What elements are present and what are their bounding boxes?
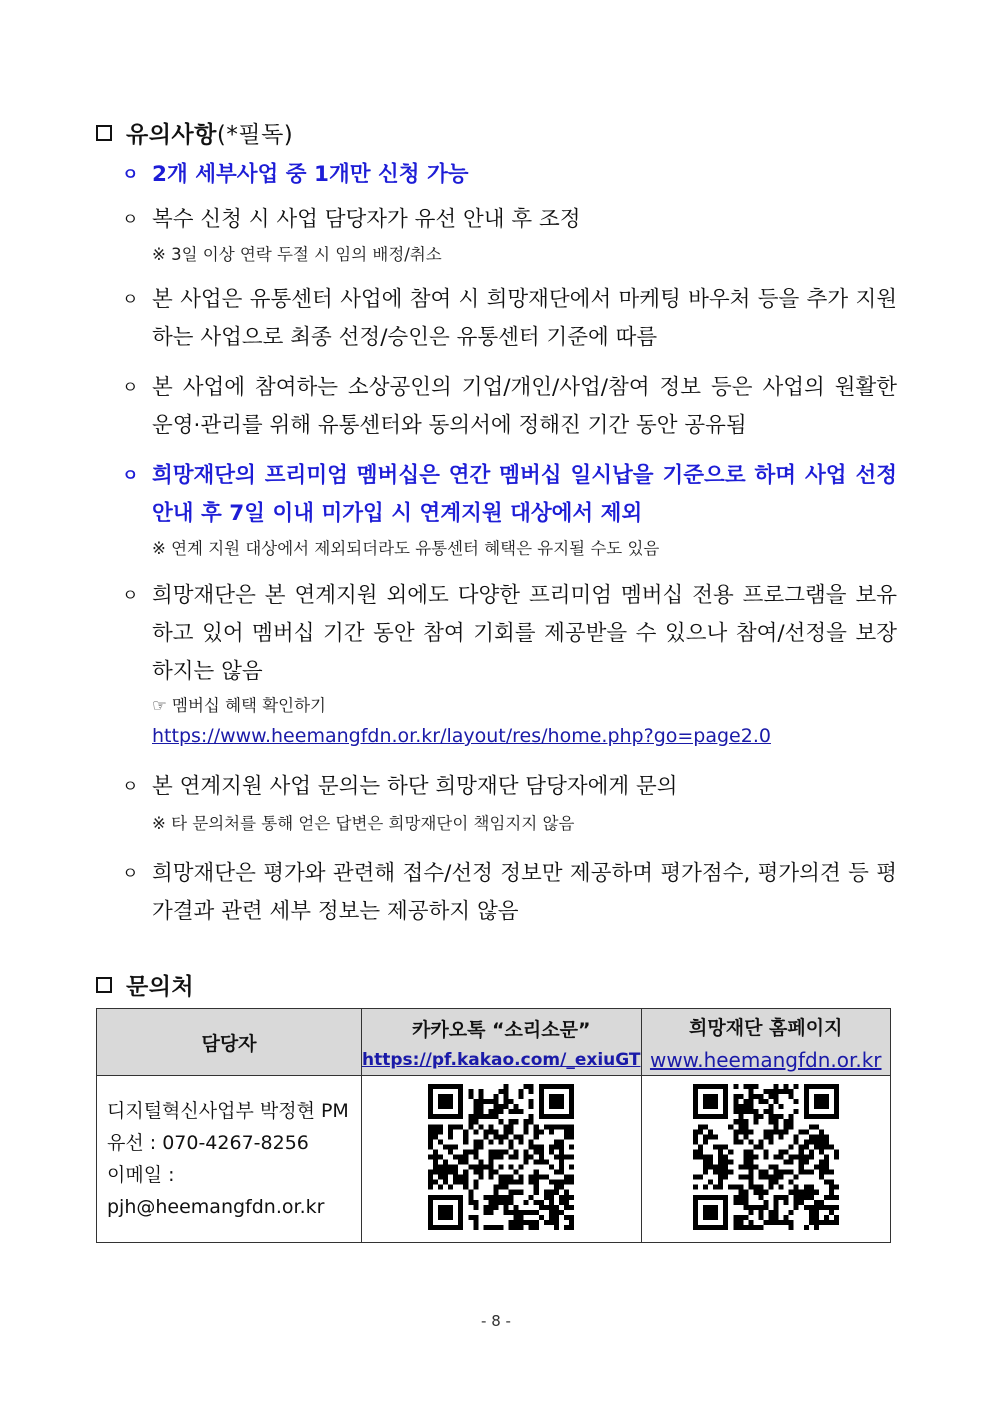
notice-text: 본 사업은 유통센터 사업에 참여 시 희망재단에서 마케팅 바우처 등을 추가 지원하는 사업으로 최종 선정/승인은 유통센터 기준에 따름 — [152, 287, 897, 350]
homepage-title: 희망재단 홈페이지 — [689, 1016, 843, 1039]
membership-link[interactable]: https://www.heemangfdn.or.kr/layout/res/home.php?go=page2.0 — [152, 725, 771, 747]
notice-text: 2개 세부사업 중 1개만 신청 가능 — [152, 162, 469, 187]
notice-text: 본 사업에 참여하는 소상공인의 기업/개인/사업/참여 정보 등은 사업의 원활한 운영·관리를 위해 유통센터와 동의서에 정해진 기간 동안 공유됨 — [152, 375, 897, 438]
contact-phone: 유선 : 070-4267-8256 — [107, 1132, 309, 1154]
contact-email[interactable]: 이메일 : pjh@heemangfdn.or.kr — [107, 1164, 325, 1218]
notices-title: 유의사항 — [126, 122, 217, 148]
notice-item — [122, 768, 897, 806]
table-row — [97, 1076, 891, 1243]
qr-code-icon[interactable] — [428, 1084, 574, 1230]
notice-text: 복수 신청 시 사업 담당자가 유선 안내 후 조정 — [152, 207, 581, 232]
bullet-icon: ㅇ — [122, 165, 139, 185]
kakao-link[interactable]: https://pf.kakao.com/_exiuGT — [362, 1049, 641, 1070]
notice-text: 희망재단은 평가와 관련해 접수/선정 정보만 제공하며 평가점수, 평가의견 등 평가결과 관련 세부 정보는 제공하지 않음 — [152, 861, 897, 924]
bullet-icon: ㅇ — [122, 466, 139, 486]
note: ※ 연계 지원 대상에서 제외되더라도 유통센터 혜택은 유지될 수도 있음 — [152, 539, 660, 558]
homepage-link[interactable]: www.heemangfdn.or.kr — [649, 1047, 882, 1072]
bullet-icon: ㅇ — [122, 864, 139, 884]
contact-title: 문의처 — [126, 974, 195, 1000]
notice-item — [122, 281, 897, 357]
bullet-icon: ㅇ — [122, 777, 139, 797]
page-number: - 8 - — [481, 1312, 511, 1330]
bullet-icon: ㅇ — [122, 586, 139, 606]
bullet-icon: ㅇ — [122, 290, 139, 310]
contact-person: 디지털혁신사업부 박정현 PM — [107, 1100, 349, 1122]
note: ※ 3일 이상 연락 두절 시 임의 배정/취소 — [152, 245, 442, 264]
notice-text: 희망재단의 프리미엄 멤버십은 연간 멤버십 일시납을 기준으로 하며 사업 선정 안내 후 7일 이내 미가입 시 연계지원 대상에서 제외 — [152, 463, 897, 526]
notice-item — [122, 577, 897, 691]
notice-item — [122, 156, 897, 194]
notice-text: 희망재단은 본 연계지원 외에도 다양한 프리미엄 멤버십 전용 프로그램을 보유하고 있어 멤버십 기간 동안 참여 기회를 제공받을 수 있으나 참여/선정을 보장하지는 않음 — [152, 583, 897, 684]
contact-info-cell — [97, 1076, 362, 1243]
col-header-kakao — [362, 1009, 642, 1076]
kakao-qr-cell — [362, 1076, 642, 1243]
notice-item — [122, 457, 897, 533]
bullet-icon: ㅇ — [122, 378, 139, 398]
col-header-homepage — [641, 1009, 891, 1076]
table-header-row — [97, 1009, 891, 1076]
bullet-icon: ㅇ — [122, 210, 139, 230]
note: ※ 타 문의처를 통해 얻은 답변은 희망재단이 책임지지 않음 — [152, 814, 575, 833]
contact-heading — [96, 968, 194, 1001]
notices-title-sub: (*필독) — [216, 122, 294, 148]
notice-text: 본 연계지원 사업 문의는 하단 희망재단 담당자에게 문의 — [152, 774, 678, 799]
notices-heading — [96, 116, 293, 149]
checkbox-icon — [96, 977, 112, 993]
qr-code-icon[interactable] — [693, 1084, 839, 1230]
homepage-qr-cell — [641, 1076, 891, 1243]
kakao-title: 카카오톡 “소리소문” — [412, 1018, 591, 1041]
contact-table — [96, 1008, 891, 1243]
note: ☞ 멤버십 혜택 확인하기 — [152, 696, 326, 715]
notice-item — [122, 201, 897, 239]
checkbox-icon — [96, 125, 112, 141]
col-header-person: 담당자 — [97, 1009, 362, 1076]
notice-item — [122, 369, 897, 445]
notice-item — [122, 855, 897, 931]
